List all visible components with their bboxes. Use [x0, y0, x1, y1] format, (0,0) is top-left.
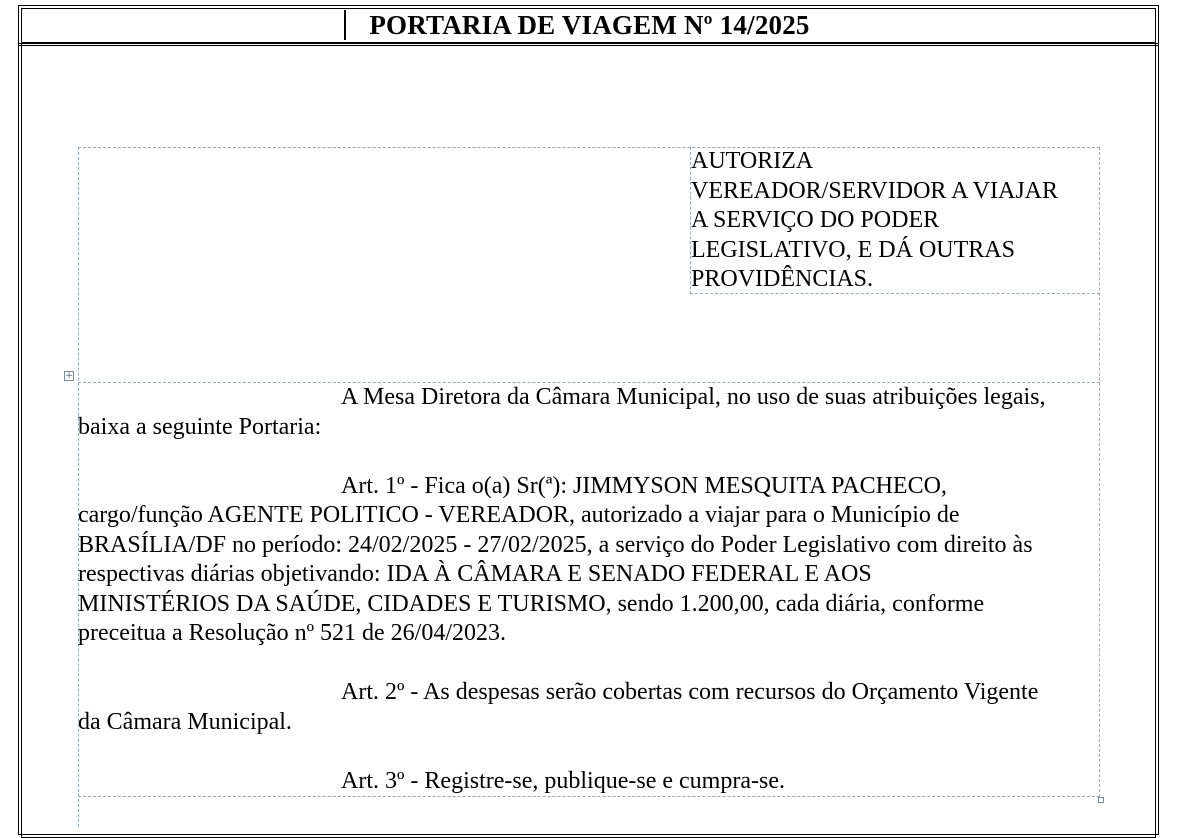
art1-line: Art. 1º - Fica o(a) Sr(ª): JIMMYSON MESQUITA PACHECO,: [341, 472, 947, 499]
portaria-body-cell[interactable]: [78, 383, 1100, 796]
preamble-line: A Mesa Diretora da Câmara Municipal, no uso de suas atribuições legais,: [341, 384, 1046, 410]
art1-line: MINISTÉRIOS DA SAÚDE, CIDADES E TURISMO, sendo 1.200,00, cada diária, conforme: [78, 590, 985, 617]
paragraph-gap: [78, 737, 1100, 767]
ementa-line: PROVIDÊNCIAS.: [691, 266, 874, 292]
table-resize-icon[interactable]: [1098, 797, 1104, 803]
art1-line: BRASÍLIA/DF no período: 24/02/2025 - 27/02/2025, a serviço do Poder Legislativo com direito às: [78, 531, 1033, 558]
ementa-line: A SERVIÇO DO PODER: [691, 207, 940, 233]
art1-line: preceitua a Resolução nº 521 de 26/04/2023.: [78, 620, 506, 646]
art1-line: respectivas diárias objetivando: IDA À CÂMARA E SENADO FEDERAL E AOS: [78, 561, 872, 587]
paragraph-gap: [78, 649, 1100, 679]
ementa-line: AUTORIZA: [691, 148, 814, 174]
ementa-cell[interactable]: [691, 147, 1099, 295]
table-move-icon[interactable]: +: [65, 371, 73, 381]
paragraph-gap: [78, 442, 1100, 472]
title-underline-rule: [18, 43, 1159, 46]
ementa-line: LEGISLATIVO, E DÁ OUTRAS: [691, 236, 1015, 263]
table-gridline-bottom: [78, 796, 1100, 797]
art2-line: da Câmara Municipal.: [78, 708, 292, 735]
art3-line: Art. 3º - Registre-se, publique-se e cumpra-se.: [341, 767, 785, 794]
text-cursor: [344, 10, 346, 40]
document-title[interactable]: PORTARIA DE VIAGEM Nº 14/2025: [369, 10, 810, 40]
ementa-line: VEREADOR/SERVIDOR A VIAJAR: [691, 177, 1059, 204]
preamble-line: baixa a seguinte Portaria:: [78, 413, 322, 440]
art1-line: cargo/função AGENTE POLITICO - VEREADOR, autorizado a viajar para o Município de: [78, 502, 960, 528]
art2-line: Art. 2º - As despesas serão cobertas com recursos do Orçamento Vigente: [341, 679, 1039, 705]
